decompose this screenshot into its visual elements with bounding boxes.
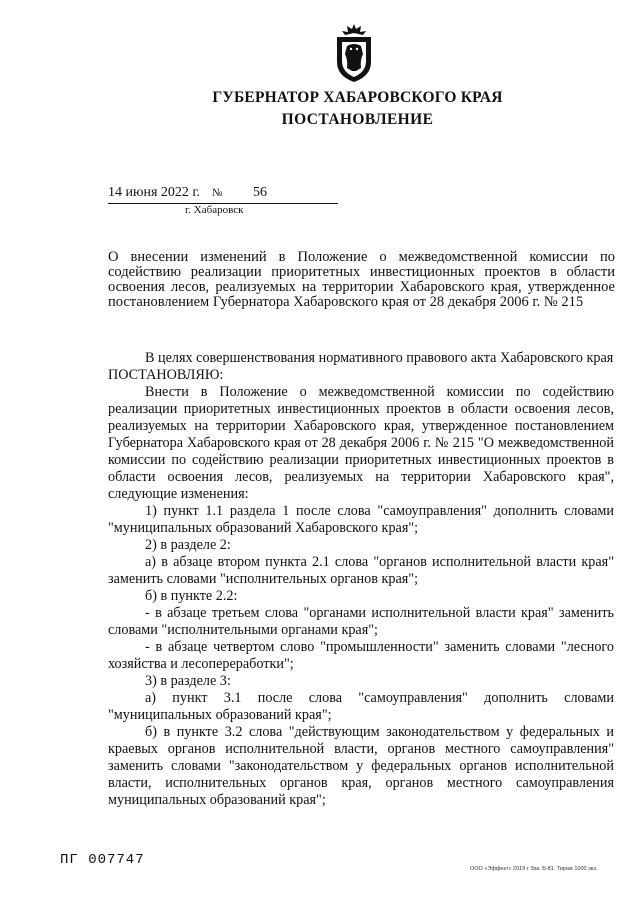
body-paragraph: 3) в разделе 3:	[145, 673, 231, 689]
issue-city: г. Хабаровск	[185, 204, 244, 216]
issuing-authority: ГУБЕРНАТОР ХАБАРОВСКОГО КРАЯ	[212, 89, 503, 106]
date-number-line	[108, 185, 338, 204]
document-title: О внесении изменений в Положение о межведомственной комиссии по содействию реализации приоритетных инвестиционных проектов в области освоения лесов, реализуемых на территории Хабаровского края, утвержденное постановлением Губернатора Хабаровского края от 28 декабря 2006 г. № 215	[108, 249, 615, 310]
coat-of-arms-emblem	[330, 22, 378, 84]
resolve-heading: ПОСТАНОВЛЯЮ:	[108, 367, 224, 383]
document-date: 14 июня 2022 г.	[108, 185, 201, 200]
form-serial-number: ПГ 007747	[60, 852, 145, 868]
body-paragraph: 1) пункт 1.1 раздела 1 после слова "самоуправления" дополнить словами "муниципальных образований Хабаровского края";	[108, 503, 614, 536]
preamble-paragraph: В целях совершенствования нормативного правового акта Хабаровского края	[145, 350, 614, 366]
printer-imprint: ООО «Эффект» 2019 г Зак. Б-81. Тираж 1000 экз.	[470, 866, 598, 872]
body-paragraph: 2) в разделе 2:	[145, 537, 231, 553]
body-paragraph: - в абзаце четвертом слово "промышленности" заменить словами "лесного хозяйства и лесопереработки";	[108, 639, 614, 672]
body-paragraph: б) в пункте 2.2:	[145, 588, 238, 604]
document-number: 56	[253, 185, 267, 200]
body-paragraph: - в абзаце третьем слова "органами исполнительной власти края" заменить словами "исполнительными органами края";	[108, 605, 614, 638]
document-body	[108, 350, 614, 809]
body-paragraph: а) в абзаце втором пункта 2.1 слова "органов исполнительной власти края" заменить словами "исполнительных органов края";	[108, 554, 614, 587]
body-paragraph: Внести в Положение о межведомственной комиссии по содействию реализации приоритетных инвестиционных проектов в области освоения лесов, реализуемых на территории Хабаровского края, утвержденное постановлением Губернатора Хабаровского края от 28 декабря 2006 г. № 215 "О межведомственной комиссии по содействию реализации приоритетных инвестиционных проектов в области освоения лесов, реализуемых на территории Хабаровского края", следующие изменения:	[108, 384, 614, 502]
body-paragraph: б) в пункте 3.2 слова "действующим законодательством у федеральных и краевых органов исполнительной власти, органов местного самоуправления" заменить словами "законодательством у федеральных органов исполнительной власти, исполнительных органов края, органов местного самоуправления муниципальных образований края";	[108, 724, 614, 808]
number-label: №	[212, 187, 223, 199]
body-paragraph: а) пункт 3.1 после слова "самоуправления" дополнить словами "муниципальных образований края";	[108, 690, 614, 723]
document-type: ПОСТАНОВЛЕНИЕ	[281, 111, 434, 128]
